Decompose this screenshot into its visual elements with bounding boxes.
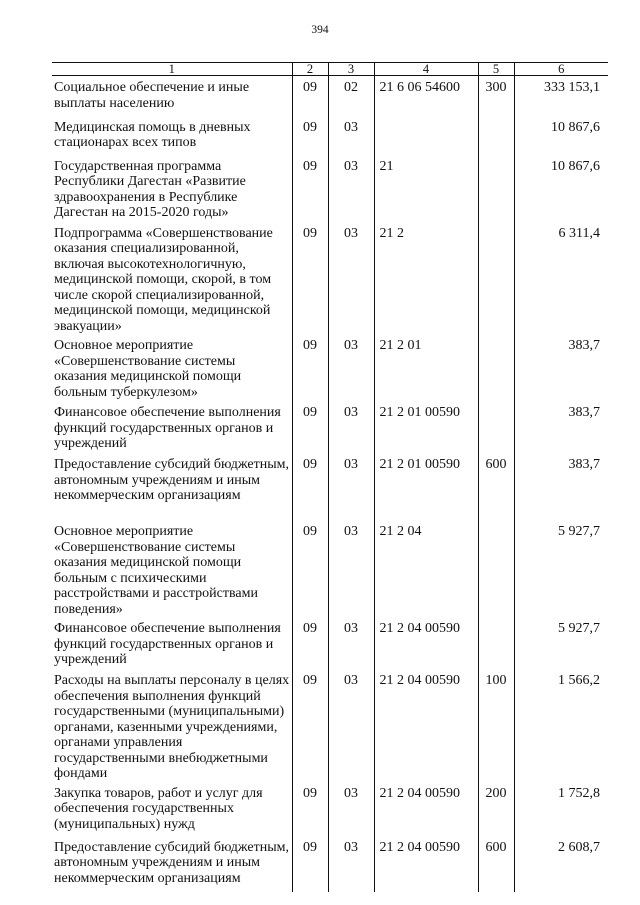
row-name: Закупка товаров, работ и услуг для обеспечения государственных (муниципальных) нужд bbox=[54, 785, 263, 832]
table-row bbox=[52, 222, 608, 335]
row-amount: 6 311,4 bbox=[514, 222, 608, 335]
row-amount: 383,7 bbox=[514, 401, 608, 453]
row-amount: 5 927,7 bbox=[514, 617, 608, 669]
row-subsection: 03 bbox=[328, 520, 374, 617]
row-target-code bbox=[374, 116, 478, 155]
row-amount: 2 608,7 bbox=[514, 836, 608, 892]
row-section: 09 bbox=[292, 836, 328, 892]
row-target-code: 21 2 04 00590 bbox=[374, 836, 478, 892]
row-subsection: 03 bbox=[328, 334, 374, 401]
row-subsection: 03 bbox=[328, 836, 374, 892]
row-expense-type: 300 bbox=[478, 76, 514, 116]
row-expense-type bbox=[478, 334, 514, 401]
budget-table-container bbox=[52, 62, 608, 886]
table-row bbox=[52, 76, 608, 116]
header-col-1: 1 bbox=[52, 63, 292, 76]
row-target-code: 21 2 04 00590 bbox=[374, 782, 478, 836]
row-name: Основное мероприятие «Совершенствование системы оказания медицинской помощи больным туберкулезом» bbox=[54, 338, 242, 400]
row-subsection: 03 bbox=[328, 617, 374, 669]
row-target-code: 21 2 04 00590 bbox=[374, 669, 478, 782]
budget-table bbox=[52, 62, 608, 892]
row-subsection: 03 bbox=[328, 116, 374, 155]
table-row bbox=[52, 334, 608, 401]
header-col-3: 3 bbox=[328, 63, 374, 76]
row-amount: 333 153,1 bbox=[514, 76, 608, 116]
table-row bbox=[52, 617, 608, 669]
table-row bbox=[52, 401, 608, 453]
row-name: Медицинская помощь в дневных стационарах всех типов bbox=[54, 119, 251, 150]
table-header-row bbox=[52, 63, 608, 76]
row-name: Предоставление субсидий бюджетным, автономным учреждениям и иным некоммерческим организациям bbox=[54, 839, 290, 886]
row-amount: 383,7 bbox=[514, 453, 608, 520]
table-row bbox=[52, 116, 608, 155]
row-target-code: 21 2 01 bbox=[374, 334, 478, 401]
row-target-code: 21 2 01 00590 bbox=[374, 453, 478, 520]
row-subsection: 03 bbox=[328, 669, 374, 782]
table-row bbox=[52, 782, 608, 836]
header-col-6: 6 bbox=[514, 63, 608, 76]
row-target-code: 21 bbox=[374, 155, 478, 222]
row-amount: 5 927,7 bbox=[514, 520, 608, 617]
row-amount: 10 867,6 bbox=[514, 155, 608, 222]
row-section: 09 bbox=[292, 116, 328, 155]
row-expense-type: 600 bbox=[478, 453, 514, 520]
row-name: Финансовое обеспечение выполнения функций государственных органов и учреждений bbox=[54, 621, 281, 667]
table-row bbox=[52, 836, 608, 892]
table-row bbox=[52, 155, 608, 222]
row-section: 09 bbox=[292, 155, 328, 222]
row-subsection: 03 bbox=[328, 222, 374, 335]
table-row bbox=[52, 520, 608, 617]
page-number: 394 bbox=[311, 24, 329, 36]
header-col-2: 2 bbox=[292, 63, 328, 76]
row-section: 09 bbox=[292, 617, 328, 669]
table-row bbox=[52, 453, 608, 520]
row-expense-type: 100 bbox=[478, 669, 514, 782]
table-row bbox=[52, 669, 608, 782]
row-subsection: 03 bbox=[328, 453, 374, 520]
row-subsection: 03 bbox=[328, 155, 374, 222]
row-expense-type bbox=[478, 617, 514, 669]
row-name: Предоставление субсидий бюджетным, автономным учреждениям и иным некоммерческим организациям bbox=[54, 457, 290, 503]
row-section: 09 bbox=[292, 401, 328, 453]
row-amount: 1 566,2 bbox=[514, 669, 608, 782]
row-target-code: 21 2 bbox=[374, 222, 478, 335]
row-name: Социальное обеспечение и иные выплаты населению bbox=[54, 80, 250, 111]
row-expense-type bbox=[478, 401, 514, 453]
row-target-code: 21 2 04 bbox=[374, 520, 478, 617]
row-section: 09 bbox=[292, 453, 328, 520]
row-amount: 383,7 bbox=[514, 334, 608, 401]
row-target-code: 21 2 04 00590 bbox=[374, 617, 478, 669]
row-amount: 1 752,8 bbox=[514, 782, 608, 836]
header-col-4: 4 bbox=[374, 63, 478, 76]
row-name: Подпрограмма «Совершенствование оказания специализированной, включая высокотехнологичную, медицинской помощи, скорой, в том числе скорой специализированной, медицинской помощи, медицинской эвакуации» bbox=[54, 225, 273, 334]
row-section: 09 bbox=[292, 334, 328, 401]
row-name: Расходы на выплаты персоналу в целях обеспечения выполнения функций государственными (муниципальными) органами, казенными учреждениями, органами управления государственными внебюджетными фондами bbox=[54, 673, 290, 781]
row-name: Финансовое обеспечение выполнения функций государственных органов и учреждений bbox=[54, 405, 281, 451]
row-target-code: 21 6 06 54600 bbox=[374, 76, 478, 116]
row-section: 09 bbox=[292, 669, 328, 782]
row-amount: 10 867,6 bbox=[514, 116, 608, 155]
row-section: 09 bbox=[292, 222, 328, 335]
row-section: 09 bbox=[292, 76, 328, 116]
row-expense-type: 600 bbox=[478, 836, 514, 892]
row-name: Государственная программа Республики Дагестан «Развитие здравоохранения в Республике Дагестан на 2015-2020 годы» bbox=[54, 158, 246, 220]
row-expense-type bbox=[478, 222, 514, 335]
row-expense-type: 200 bbox=[478, 782, 514, 836]
row-name: Основное мероприятие «Совершенствование системы оказания медицинской помощи больным с психическими расстройствами и расстройствами поведения» bbox=[54, 524, 258, 617]
row-expense-type bbox=[478, 116, 514, 155]
row-subsection: 03 bbox=[328, 401, 374, 453]
header-col-5: 5 bbox=[478, 63, 514, 76]
row-expense-type bbox=[478, 520, 514, 617]
row-section: 09 bbox=[292, 782, 328, 836]
row-section: 09 bbox=[292, 520, 328, 617]
row-target-code: 21 2 01 00590 bbox=[374, 401, 478, 453]
row-subsection: 02 bbox=[328, 76, 374, 116]
row-subsection: 03 bbox=[328, 782, 374, 836]
row-expense-type bbox=[478, 155, 514, 222]
